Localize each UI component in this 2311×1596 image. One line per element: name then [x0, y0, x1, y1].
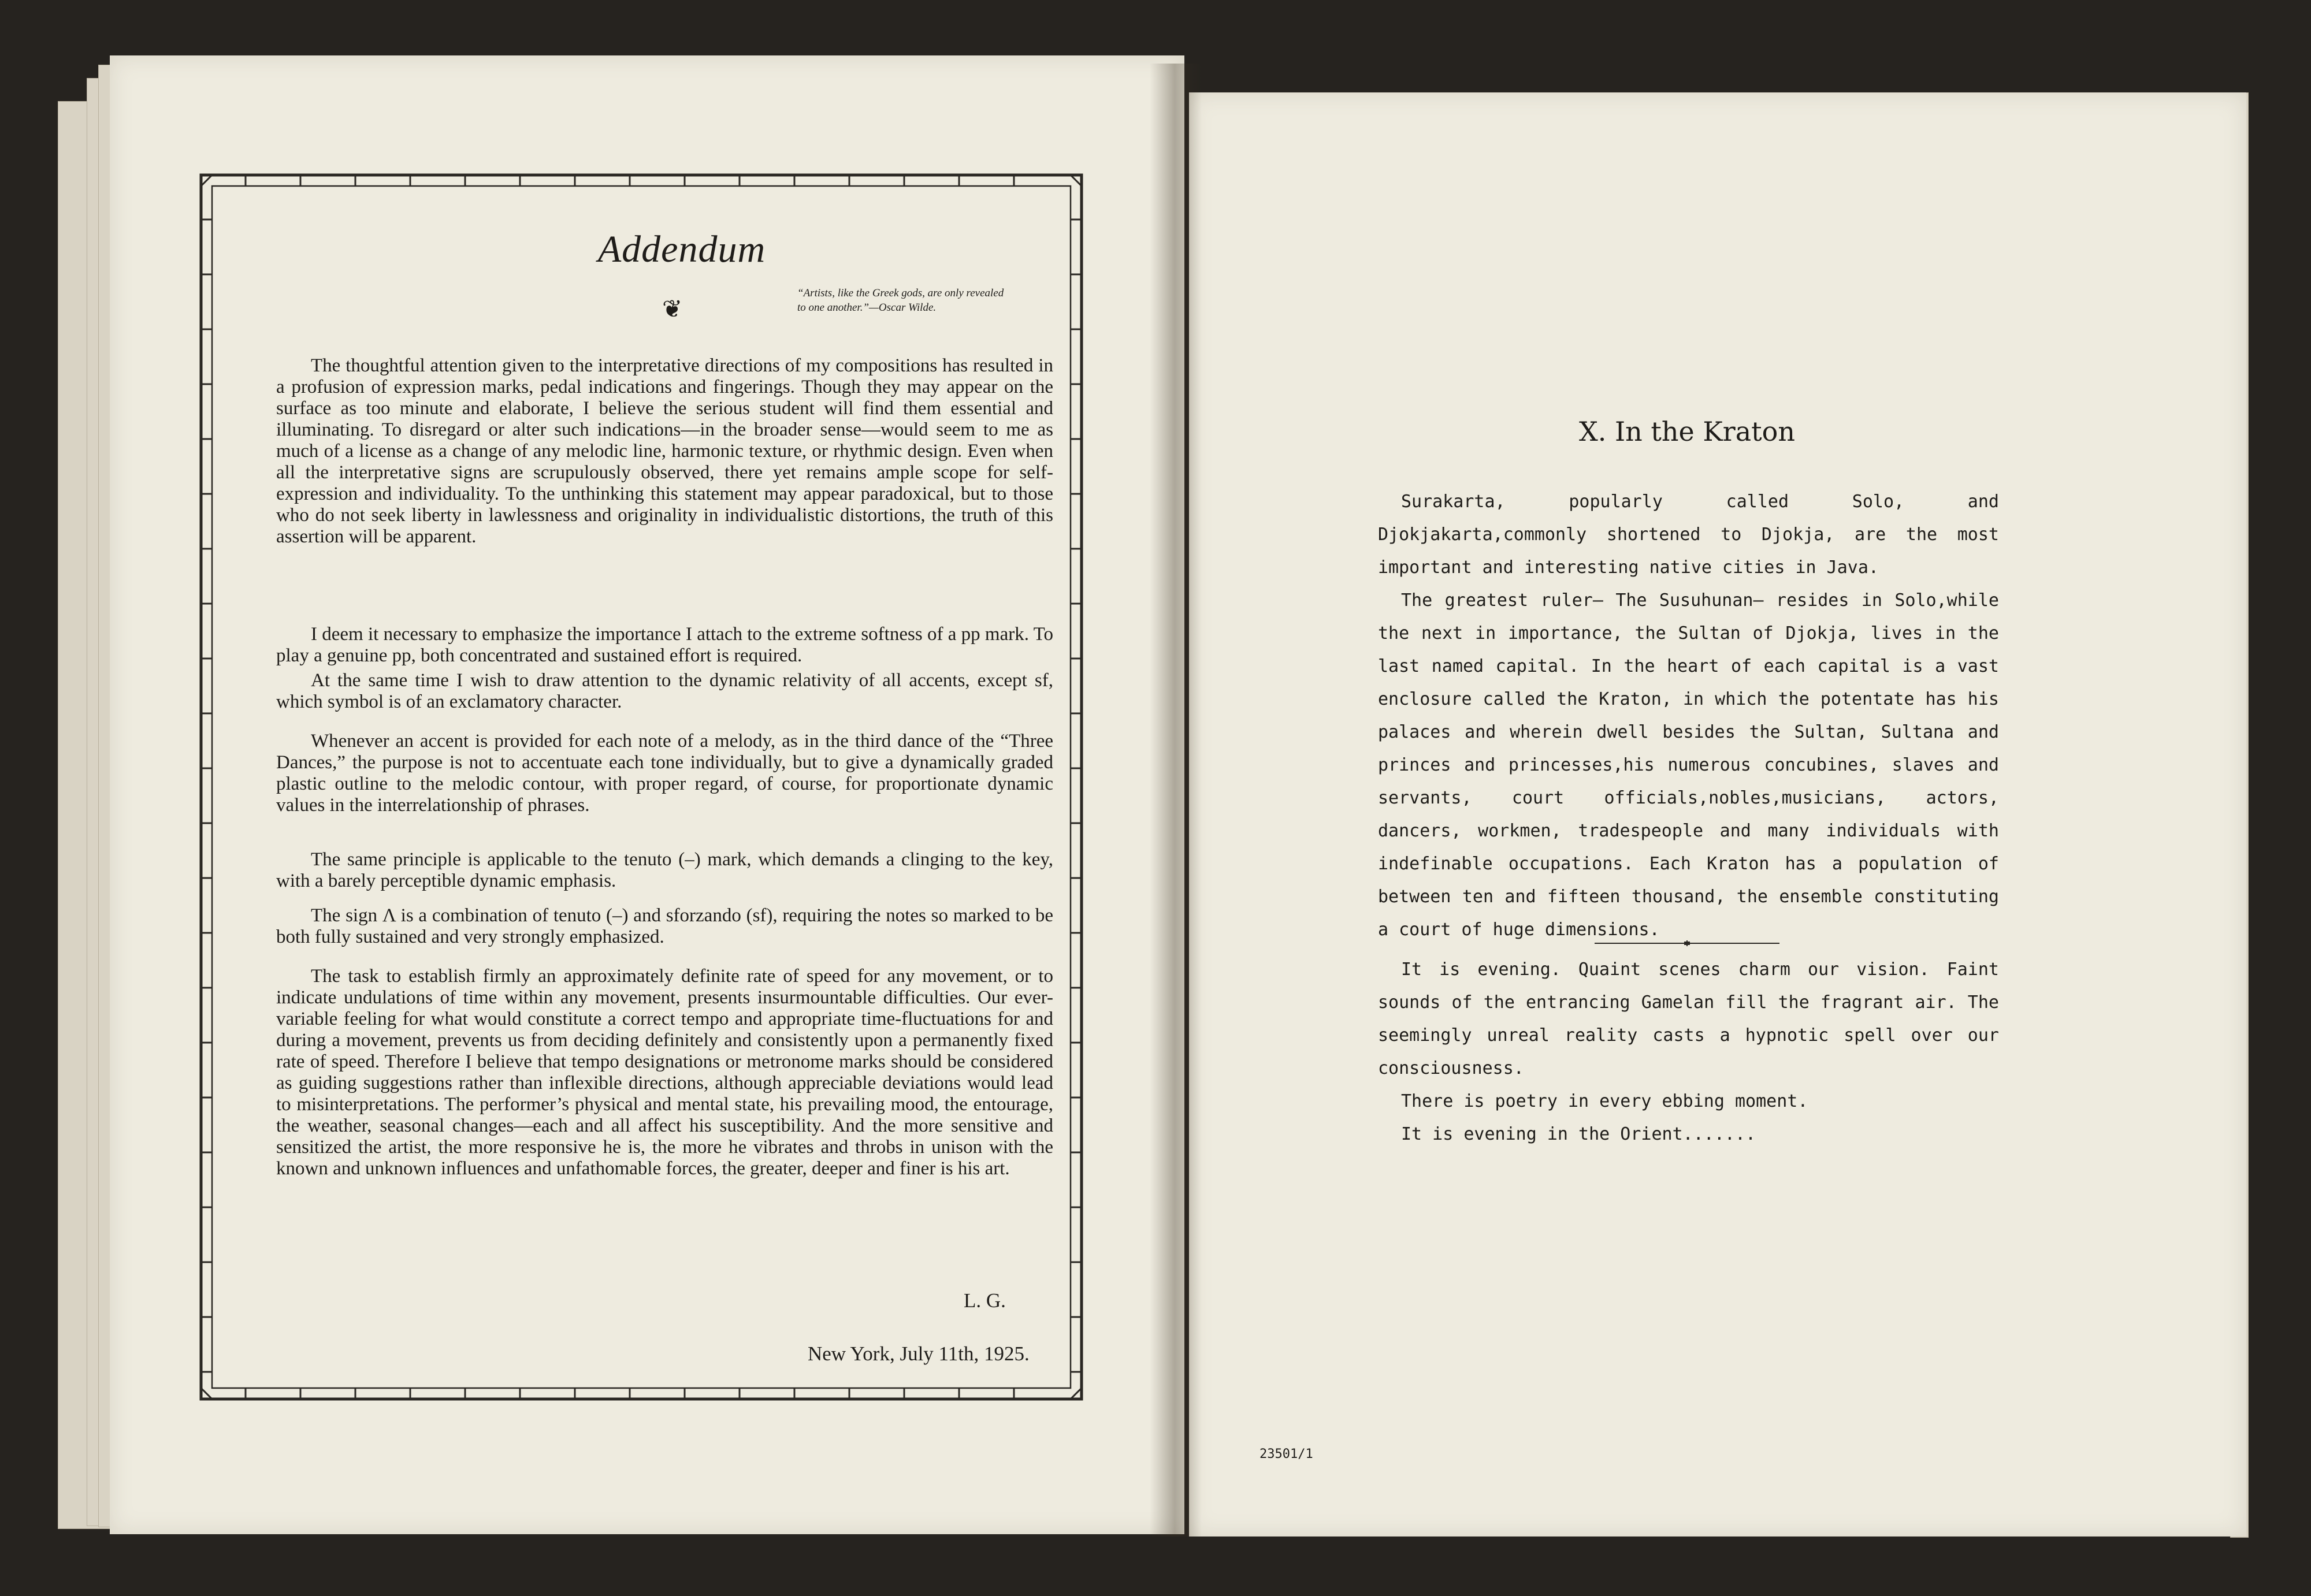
addendum-paragraph: Whenever an accent is provided for each note of a melody, as in the third dance of the “Three Dances,” the purpose is not to accentuate each tone individually, but to give a dynamically graded plastic outline to the melodic contour, with proper regard, of course, for proportionate dynamic values in the interrelationship of phrases.: [276, 731, 1053, 816]
epigraph-line: “Artists, like the Greek gods, are only revealed: [797, 287, 1004, 299]
chapter-paragraph: There is poetry in every ebbing moment.: [1401, 1091, 1808, 1111]
epigraph-line: to one another.”—Oscar Wilde.: [797, 302, 937, 314]
addendum-paragraph: I deem it necessary to emphasize the importance I attach to the extreme softness of a pp mark. To play a genuine pp, both concentrated and sustained effort is required.: [276, 624, 1053, 666]
chapter-paragraph: It is evening in the Orient.......: [1401, 1124, 1756, 1144]
chapter-paragraph: Surakarta, popularly called Solo, and Djokjakarta,commonly shortened to Djokja, are the most important and interesting native cities in Java.: [1378, 492, 1999, 578]
addendum-paragraph: The task to establish firmly an approximately definite rate of speed for any movement, or to indicate undulations of time within any movement, presents insurmountable difficulties. Our ever-variable feeling for what would constitute a correct tempo and appropriate time-fluctuations for and during a movement, prevents us from deciding definitely and consistently upon a permanently fixed rate of speed. Therefore I believe that tempo designations or metronome marks should be considered as guiding suggestions rather than inflexible directions, although appreciable deviations would lead to misinterpretations. The performer’s physical and mental state, his prevailing mood, the entourage, the weather, seasonal changes—each and all affect his susceptibility. And the more sensitive and sensitized the artist, the more responsive he is, the more he vibrates and throbs in unison with the known and unknown influences and unfathomable forces, the greater, deeper and finer is his art.: [276, 966, 1053, 1179]
dateline: New York, July 11th, 1925.: [808, 1342, 1030, 1365]
addendum-paragraph: The thoughtful attention given to the interpretative directions of my compositions has resulted in a profusion of expression marks, pedal indications and fingerings. Though they may appear on the surface as too minute and elaborate, I believe the serious student will find them essential and illuminating. To disregard or alter such indications—in the broader sense—would seem to me as much of a license as a change of any melodic line, harmonic texture, or rhythmic design. Even when all the interpretative signs are scrupulously observed, there yet remains ample scope for self-expression and individuality. To the unthinking this statement may appear paradoxical, but to those who do not seek liberty in lawlessness and originality in individualistic distortions, the truth of this assertion will be apparent.: [276, 355, 1053, 547]
chapter-text-block: [1378, 953, 1999, 1151]
addendum-paragraph: At the same time I wish to draw attention to the dynamic relativity of all accents, except sf, which symbol is of an exclamatory character.: [276, 670, 1053, 712]
signature-initials: L. G.: [964, 1289, 1006, 1312]
section-divider: [1595, 940, 1779, 946]
page-title: Addendum: [597, 228, 766, 270]
fleuron-icon: ❦: [662, 296, 683, 323]
addendum-paragraph: The same principle is applicable to the tenuto (–) mark, which demands a clinging to the key, with a barely perceptible dynamic emphasis.: [276, 849, 1053, 891]
chapter-paragraph: The greatest ruler– The Susuhunan– resides in Solo,while the next in importance, the Sultan of Djokja, lives in the last named capital. In the heart of each capital is a vast enclosure called the Kraton, in which the potentate has his palaces and wherein dwell besides the Sultan, Sultana and princes and princesses,his numerous concubines, slaves and servants, court officials,nobles,musicians, actors, dancers, workmen, tradespeople and many individuals with indefinable occupations. Each Kraton has a population of between ten and fifteen thousand, the ensemble constituting a court of huge dimensions.: [1378, 590, 1999, 940]
chapter-title: X. In the Kraton: [1579, 416, 1795, 447]
addendum-paragraph: The sign Λ is a combination of tenuto (–) and sforzando (sf), requiring the notes so marked to be both fully sustained and very strongly emphasized.: [276, 905, 1053, 947]
chapter-text-block: [1378, 485, 1999, 946]
chapter-paragraph: It is evening. Quaint scenes charm our vision. Faint sounds of the entrancing Gamelan fill the fragrant air. The seemingly unreal reality casts a hypnotic spell over our consciousness.: [1378, 959, 1999, 1078]
book-gutter: [1150, 64, 1202, 1537]
plate-number: 23501/1: [1259, 1447, 1313, 1461]
